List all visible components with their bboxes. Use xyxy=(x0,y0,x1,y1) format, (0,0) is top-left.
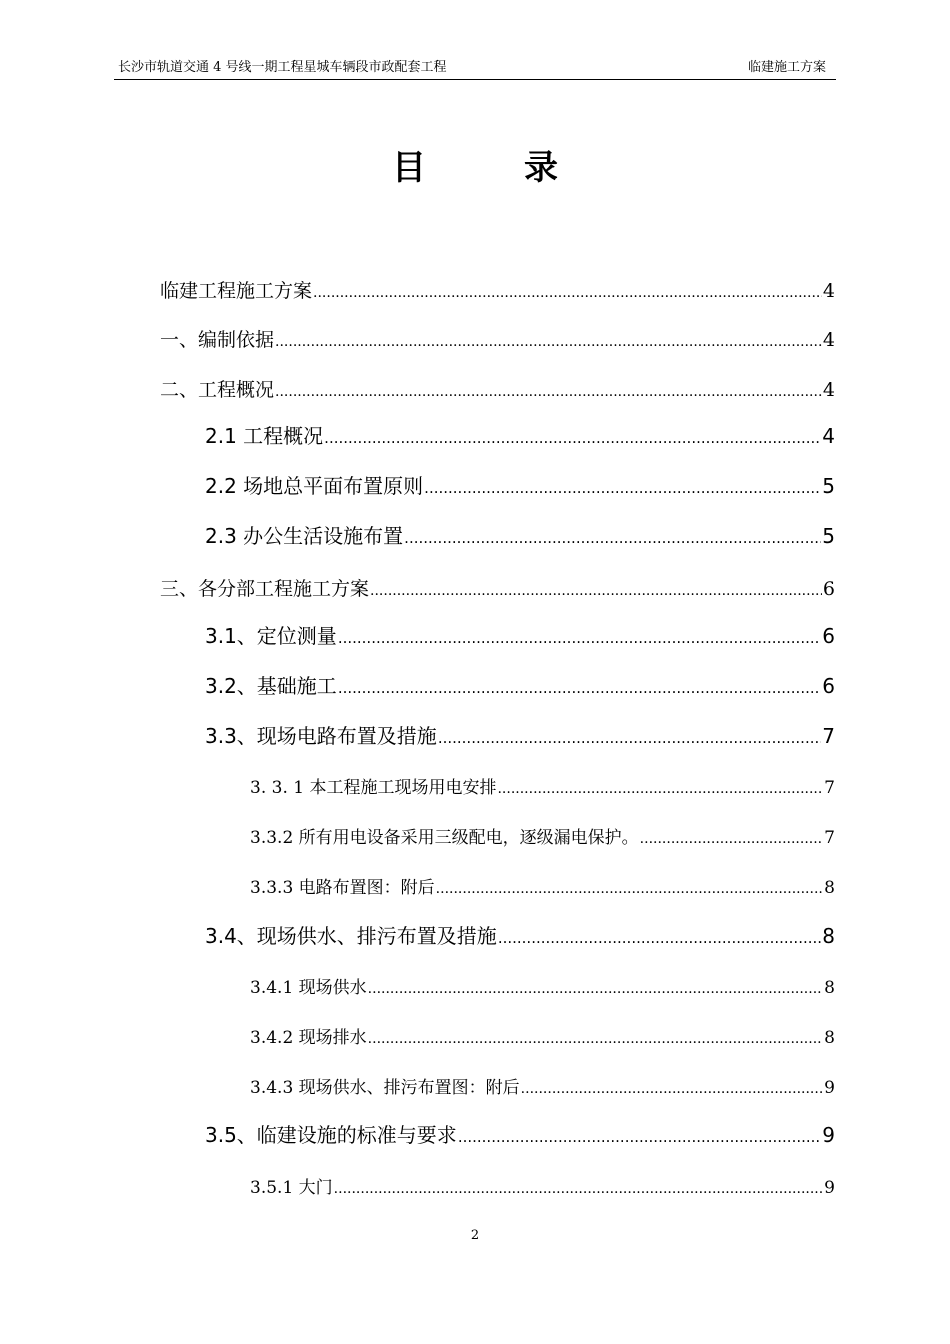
toc-entry[interactable] xyxy=(250,773,835,798)
toc-leader-dots xyxy=(458,1128,821,1146)
toc-entry-page: 4 xyxy=(822,424,835,448)
toc-entry-page: 4 xyxy=(822,329,835,351)
toc-entry-label: 3.4.1 现场供水 xyxy=(250,978,367,998)
toc-entry[interactable] xyxy=(250,873,835,898)
toc-entry-label: 一、编制依据 xyxy=(160,329,275,351)
toc-entry[interactable] xyxy=(250,1073,835,1098)
toc-entry-page: 6 xyxy=(822,578,835,600)
toc-entry[interactable] xyxy=(160,375,835,402)
toc-entry[interactable] xyxy=(205,520,835,549)
toc-leader-dots xyxy=(338,629,821,647)
toc-entry-page: 7 xyxy=(824,828,835,848)
toc-entry-label: 二、工程概况 xyxy=(160,379,275,401)
toc-entry-label: 3.5.1 大门 xyxy=(250,1178,333,1198)
toc-entry[interactable] xyxy=(160,574,835,601)
toc-leader-dots xyxy=(424,479,821,497)
toc-leader-dots xyxy=(370,583,822,599)
toc-entry-page: 8 xyxy=(824,1028,835,1048)
toc-leader-dots xyxy=(498,929,821,947)
toc-entry[interactable] xyxy=(250,1023,835,1048)
toc-entry-label: 3.4.3 现场供水、排污布置图：附后 xyxy=(250,1078,520,1098)
toc-entry-label: 临建工程施工方案 xyxy=(160,280,313,302)
toc-leader-dots xyxy=(404,529,821,547)
toc-entry-page: 8 xyxy=(824,978,835,998)
toc-entry-label: 3.3.2 所有用电设备采用三级配电，逐级漏电保护。 xyxy=(250,828,639,848)
toc-entry[interactable] xyxy=(160,276,835,303)
toc-entry-page: 8 xyxy=(822,924,835,948)
toc-leader-dots xyxy=(334,1181,824,1197)
toc-entry[interactable] xyxy=(205,720,835,749)
toc-entry[interactable] xyxy=(205,420,835,449)
toc-entry-label: 2.2 场地总平面布置原则 xyxy=(205,474,424,498)
toc-entry-label: 3.5、临建设施的标准与要求 xyxy=(205,1123,457,1147)
toc-leader-dots xyxy=(438,729,821,747)
toc-entry-label: 3.3.3 电路布置图：附后 xyxy=(250,878,435,898)
toc-entry-page: 9 xyxy=(822,1123,835,1147)
toc-entry-label: 3. 3. 1 本工程施工现场用电安排 xyxy=(250,778,497,798)
toc-leader-dots xyxy=(368,1031,824,1047)
toc-entry[interactable] xyxy=(205,920,835,949)
toc-leader-dots xyxy=(497,781,823,797)
toc-entry-label: 3.4、现场供水、排污布置及措施 xyxy=(205,924,497,948)
toc-entry[interactable] xyxy=(205,670,835,699)
toc-entry-label: 3.2、基础施工 xyxy=(205,674,337,698)
toc-entry[interactable] xyxy=(250,973,835,998)
toc-leader-dots xyxy=(313,285,822,301)
toc-leader-dots xyxy=(275,384,822,400)
toc-leader-dots xyxy=(275,334,822,350)
toc-entry-page: 4 xyxy=(822,379,835,401)
toc-entry[interactable] xyxy=(160,325,835,352)
toc-leader-dots xyxy=(368,981,824,997)
toc-entry-page: 9 xyxy=(824,1178,835,1198)
toc-entry-label: 2.1 工程概况 xyxy=(205,424,324,448)
toc-leader-dots xyxy=(521,1081,824,1097)
page-title: 目录 xyxy=(392,148,656,188)
toc-entry-label: 三、各分部工程施工方案 xyxy=(160,578,370,600)
toc-leader-dots xyxy=(640,831,824,847)
toc-leader-dots xyxy=(324,429,821,447)
toc-entry-page: 7 xyxy=(824,778,835,798)
toc-entry-page: 6 xyxy=(822,624,835,648)
toc-entry-page: 5 xyxy=(822,474,835,498)
toc-entry-page: 9 xyxy=(824,1078,835,1098)
page-number: 2 xyxy=(470,1228,480,1243)
toc-entry-label: 2.3 办公生活设施布置 xyxy=(205,524,404,548)
toc-entry[interactable] xyxy=(250,1173,835,1198)
toc-entry-page: 8 xyxy=(824,878,835,898)
toc-entry-label: 3.3、现场电路布置及措施 xyxy=(205,724,437,748)
toc-entry[interactable] xyxy=(205,1119,835,1148)
toc-entry-page: 6 xyxy=(822,674,835,698)
toc-leader-dots xyxy=(338,679,821,697)
toc-entry[interactable] xyxy=(205,470,835,499)
toc-entry-page: 7 xyxy=(822,724,835,748)
toc-entry-label: 3.4.2 现场排水 xyxy=(250,1028,367,1048)
toc-entry-page: 4 xyxy=(822,280,835,302)
toc-entry[interactable] xyxy=(250,823,835,848)
toc-entry[interactable] xyxy=(205,620,835,649)
header-project-name: 长沙市轨道交通 4 号线一期工程星城车辆段市政配套工程 xyxy=(118,60,447,75)
header-divider xyxy=(114,79,836,80)
toc-leader-dots xyxy=(436,881,824,897)
header-document-title: 临建施工方案 xyxy=(747,60,826,75)
toc-entry-page: 5 xyxy=(822,524,835,548)
toc-entry-label: 3.1、定位测量 xyxy=(205,624,337,648)
